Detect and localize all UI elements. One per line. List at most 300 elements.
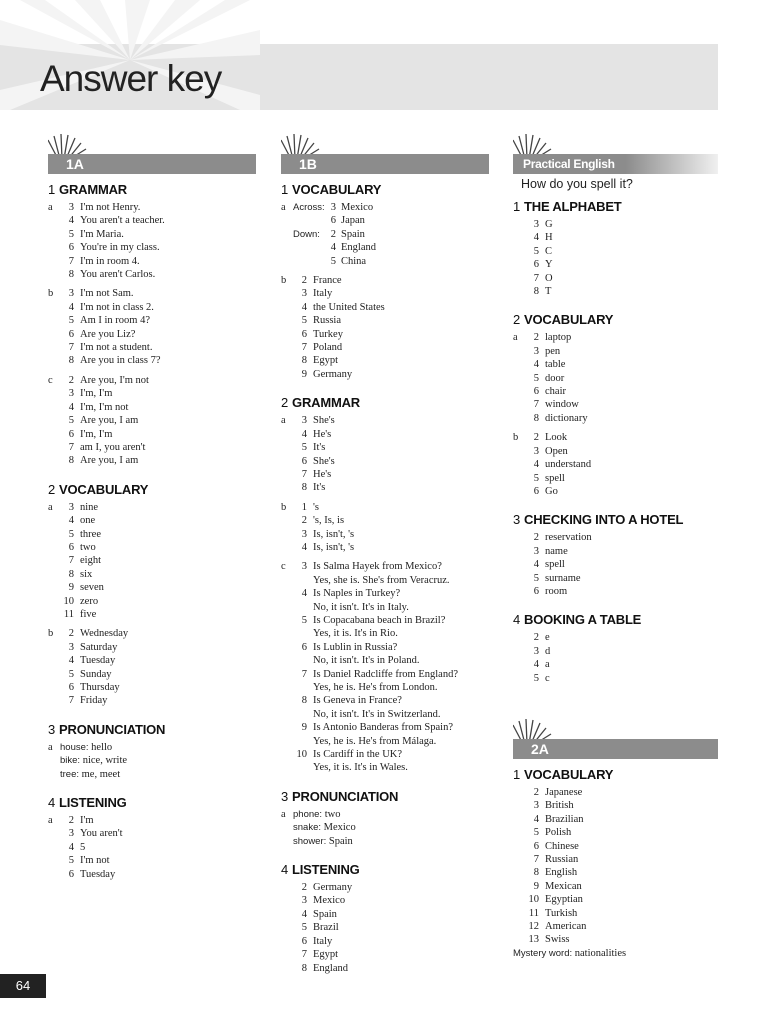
- part-letter: [48, 428, 60, 441]
- answer-text: Yes, she is. She's from Veracruz.: [313, 574, 450, 586]
- part-letter: [281, 481, 293, 494]
- item-number: 6: [68, 682, 74, 693]
- unit-label: 1B: [299, 156, 317, 172]
- item-number: 6: [68, 868, 74, 880]
- list-block: [48, 814, 258, 881]
- part-letter: a: [281, 202, 286, 213]
- part-letter: [513, 245, 525, 258]
- answer-text: Are you, I am: [80, 415, 139, 427]
- item-number: 7: [301, 668, 307, 680]
- part-letter: [281, 761, 293, 774]
- answer-text: Are you, I'm not: [80, 374, 149, 386]
- part-letter: [513, 545, 525, 558]
- item-number: 7: [301, 342, 307, 354]
- part-letter: [513, 231, 525, 244]
- part-letter: b: [281, 275, 287, 287]
- answer-text: You aren't Carlos.: [80, 269, 156, 281]
- item-number: 2: [533, 632, 539, 644]
- part-letter: [48, 401, 60, 414]
- item-number: 5: [68, 668, 74, 680]
- part-letter: [281, 287, 293, 300]
- item-number: 4: [68, 301, 74, 313]
- answer-label: tree:: [60, 768, 80, 780]
- answer-text: I'm, I'm: [80, 388, 113, 400]
- part-letter: [48, 568, 60, 581]
- answer-text: nine: [80, 501, 99, 513]
- answer-text: English: [545, 867, 578, 879]
- part-letter: [513, 272, 525, 285]
- part-letter: a: [48, 501, 53, 513]
- item-number: 2: [533, 532, 539, 544]
- item-number: 3: [301, 561, 307, 573]
- item-number: 2: [533, 432, 539, 444]
- item-number: 10: [528, 894, 539, 906]
- answer-text: I'm, I'm: [80, 428, 113, 440]
- item-number: 7: [301, 468, 307, 480]
- answer-text: Spain: [341, 228, 365, 240]
- unit-header-2a: [513, 719, 723, 759]
- part-letter: [48, 854, 60, 867]
- answer-text: Wednesday: [80, 628, 129, 640]
- section-heading: 1 THE ALPHABET: [513, 199, 622, 214]
- answer-text: Yes, he is. He's from London.: [313, 682, 438, 693]
- item-number: [293, 761, 313, 774]
- answer-text: one: [80, 515, 96, 527]
- list-block: [281, 414, 491, 494]
- part-letter: [281, 574, 293, 587]
- part-letter: [513, 920, 525, 933]
- list-block: [281, 808, 491, 848]
- item-number: 5: [301, 442, 307, 454]
- part-letter: [281, 668, 293, 681]
- answer-text: tree: me, meet: [60, 768, 121, 780]
- part-letter: [281, 368, 293, 381]
- part-letter: [513, 658, 525, 671]
- item-number: 5: [533, 672, 539, 684]
- answer-text: Germany: [313, 368, 353, 380]
- part-letter: [513, 372, 525, 385]
- part-letter: [48, 441, 60, 454]
- part-letter: [48, 694, 60, 707]
- part-letter: [513, 285, 525, 298]
- item-number: 11: [528, 907, 539, 919]
- item-number: 3: [68, 828, 74, 840]
- answer-text: Is Lublin in Russia?: [313, 641, 398, 653]
- item-number: 7: [68, 441, 74, 453]
- answer-text: Japan: [341, 215, 365, 227]
- part-letter: [513, 786, 525, 799]
- item-number: 3: [68, 288, 74, 300]
- part-letter: [48, 608, 60, 621]
- section-heading: 3 PRONUNCIATION: [48, 721, 166, 737]
- part-letter: [513, 826, 525, 839]
- part-letter: [513, 933, 525, 946]
- direction-label: [293, 255, 327, 268]
- part-letter: [48, 868, 60, 881]
- part-letter: [48, 214, 60, 227]
- part-letter: [513, 218, 525, 231]
- answer-text: dictionary: [545, 412, 588, 424]
- item-number: 4: [533, 359, 539, 371]
- part-letter: [281, 962, 293, 975]
- answer-text: I'm Maria.: [80, 228, 124, 240]
- part-letter: [48, 681, 60, 694]
- part-letter: [281, 881, 293, 894]
- part-letter: [281, 314, 293, 327]
- answer-text: 5: [80, 841, 86, 853]
- section-heading: 3 PRONUNCIATION: [281, 788, 399, 804]
- item-number: 13: [528, 934, 539, 946]
- item-number: 5: [301, 614, 307, 626]
- item-number: 7: [301, 949, 307, 961]
- answer-text: understand: [545, 459, 592, 471]
- answer-text: six: [80, 568, 93, 580]
- mystery-word: Mystery word: nationalities: [513, 947, 627, 959]
- part-letter: [281, 641, 293, 654]
- part-letter: b: [48, 288, 54, 300]
- list-block: [281, 881, 491, 975]
- lesson-subtitle: How do you spell it?: [521, 177, 633, 191]
- item-number: 5: [68, 228, 74, 240]
- item-number: 5: [68, 528, 74, 540]
- part-letter: [281, 748, 293, 761]
- part-letter: [281, 601, 293, 614]
- section-heading: 2 VOCABULARY: [513, 312, 614, 328]
- answer-text: Mexico: [341, 202, 374, 213]
- item-number: 5: [68, 415, 74, 427]
- part-letter: [513, 345, 525, 358]
- answer-text: Egypt: [313, 355, 339, 367]
- answer-text: Turkish: [545, 907, 578, 919]
- part-letter: [281, 694, 293, 707]
- item-number: 8: [68, 568, 74, 580]
- item-number: 8: [533, 286, 539, 298]
- part-letter: [281, 835, 293, 848]
- answer-text: door: [545, 372, 565, 384]
- section-heading: 4 LISTENING: [281, 862, 360, 878]
- part-letter: [48, 301, 60, 314]
- answer-text: G: [545, 219, 553, 230]
- part-letter: [281, 935, 293, 948]
- answer-text: You're in my class.: [80, 242, 160, 254]
- answer-text: five: [80, 608, 97, 620]
- answer-text: France: [313, 275, 342, 287]
- section-heading: 1 VOCABULARY: [513, 766, 614, 782]
- direction-label: Across:: [293, 202, 325, 213]
- answer-text: It's: [313, 482, 326, 494]
- item-number: 5: [533, 827, 539, 839]
- item-number: 3: [533, 445, 539, 457]
- part-letter: [48, 754, 60, 767]
- item-number: 6: [301, 328, 307, 340]
- item-number: 3: [68, 641, 74, 653]
- item-number: [293, 574, 313, 587]
- item-number: 6: [301, 455, 307, 467]
- answer-text: I'm not Henry.: [80, 202, 141, 213]
- part-letter: [281, 921, 293, 934]
- answer-text: She's: [313, 415, 335, 427]
- answer-text: You aren't: [80, 828, 123, 840]
- answer-text: Thursday: [80, 682, 120, 693]
- answer-text: I'm in room 4.: [80, 255, 140, 267]
- answer-text: pen: [545, 345, 561, 357]
- item-number: 8: [533, 412, 539, 424]
- item-number: 4: [301, 588, 307, 600]
- item-number: 3: [301, 528, 307, 540]
- item-number: 4: [533, 813, 539, 825]
- part-letter: [281, 255, 293, 268]
- answer-text: house: hello: [60, 741, 113, 753]
- part-letter: [281, 528, 293, 541]
- answer-text: Is, isn't, 's: [313, 528, 355, 540]
- item-number: 6: [533, 386, 539, 398]
- item-number: 5: [533, 372, 539, 384]
- part-letter: [48, 387, 60, 400]
- item-number: 7: [68, 255, 74, 267]
- answer-text: Sunday: [80, 668, 112, 680]
- answer-text: China: [341, 255, 367, 267]
- answer-text: No, it isn't. It's in Poland.: [313, 655, 420, 667]
- item-number: 6: [68, 328, 74, 340]
- part-letter: [48, 314, 60, 327]
- list-block: [281, 274, 491, 381]
- answer-text: Is Copacabana beach in Brazil?: [313, 614, 446, 626]
- part-letter: [513, 572, 525, 585]
- answer-text: Am I in room 4?: [80, 315, 150, 327]
- part-letter: [281, 301, 293, 314]
- answer-text: England: [313, 962, 348, 974]
- part-letter: [48, 641, 60, 654]
- answer-text: seven: [80, 582, 104, 594]
- list-block: [513, 531, 723, 598]
- answer-text: I'm not in class 2.: [80, 301, 154, 313]
- column-1b: [281, 134, 491, 981]
- part-letter: [513, 645, 525, 658]
- item-number: 9: [301, 722, 307, 734]
- answer-text: three: [80, 528, 101, 540]
- item-number: 9: [533, 880, 539, 892]
- answer-label: snake:: [293, 822, 321, 834]
- answer-text: O: [545, 272, 553, 284]
- answer-text: Egyptian: [545, 894, 583, 906]
- item-number: 4: [533, 559, 539, 571]
- answer-text: snake: Mexico: [293, 822, 356, 834]
- item-number: 8: [68, 355, 74, 367]
- part-letter: [513, 880, 525, 893]
- item-number: 8: [533, 867, 539, 879]
- item-number: 3: [533, 800, 539, 812]
- item-number: 5: [301, 922, 307, 934]
- answer-text: American: [545, 921, 587, 933]
- answer-text: spell: [545, 472, 565, 484]
- answer-text: Is, isn't, 's: [313, 541, 355, 553]
- part-letter: a: [48, 202, 53, 213]
- part-letter: [281, 948, 293, 961]
- answer-text: Chinese: [545, 840, 579, 852]
- answer-text: I'm: [80, 815, 94, 827]
- answer-text: Is Salma Hayek from Mexico?: [313, 561, 442, 573]
- item-number: 4: [68, 401, 74, 413]
- item-number: 5: [533, 245, 539, 257]
- item-number: 3: [330, 202, 336, 213]
- page-title: Answer key: [40, 58, 222, 99]
- part-letter: [513, 558, 525, 571]
- unit-label: 2A: [531, 740, 549, 757]
- answer-text: Russian: [545, 854, 579, 865]
- item-number: 4: [68, 515, 74, 527]
- part-letter: [48, 255, 60, 268]
- answer-text: a: [545, 659, 550, 671]
- answer-text: Is Naples in Turkey?: [313, 588, 401, 600]
- part-letter: c: [48, 374, 53, 386]
- part-letter: [513, 385, 525, 398]
- part-letter: [513, 585, 525, 598]
- part-letter: [281, 721, 293, 734]
- item-number: 7: [68, 695, 74, 707]
- answer-text: Italy: [313, 935, 333, 947]
- answer-text: two: [80, 541, 96, 553]
- section-heading: 2 GRAMMAR: [281, 395, 360, 411]
- answer-text: Spain: [313, 908, 337, 920]
- item-number: [293, 601, 313, 614]
- item-number: [293, 654, 313, 667]
- unit-header-1a: [48, 134, 258, 174]
- part-letter: [281, 708, 293, 721]
- item-number: 2: [533, 332, 539, 344]
- item-number: 7: [68, 342, 74, 354]
- answer-text: 's, Is, is: [313, 515, 345, 527]
- item-number: 12: [528, 921, 539, 933]
- list-block: [48, 741, 258, 781]
- item-number: 6: [533, 585, 539, 597]
- part-letter: [48, 228, 60, 241]
- answer-text: c: [545, 672, 550, 684]
- part-letter: [48, 414, 60, 427]
- answer-label: bike:: [60, 755, 81, 767]
- part-letter: [513, 893, 525, 906]
- part-letter: [513, 531, 525, 544]
- answer-text: Are you, I am: [80, 455, 139, 467]
- part-letter: [513, 445, 525, 458]
- part-letter: [281, 455, 293, 468]
- part-letter: a: [48, 815, 53, 827]
- part-letter: [281, 908, 293, 921]
- part-letter: [281, 541, 293, 554]
- part-letter: [281, 354, 293, 367]
- answer-text: You aren't a teacher.: [80, 215, 165, 227]
- item-number: 5: [68, 315, 74, 327]
- answer-label: house:: [60, 741, 89, 753]
- answer-text: spell: [545, 559, 565, 571]
- direction-label: [293, 214, 327, 227]
- part-letter: [48, 768, 60, 781]
- item-number: [293, 735, 313, 748]
- part-letter: [48, 528, 60, 541]
- item-number: 5: [533, 472, 539, 484]
- part-letter: [281, 468, 293, 481]
- part-letter: [48, 654, 60, 667]
- page-number: 64: [0, 974, 46, 998]
- answer-text: England: [341, 242, 376, 254]
- answer-text: It's: [313, 442, 326, 454]
- item-number: 7: [533, 272, 539, 284]
- answer-text: name: [545, 545, 568, 557]
- section-heading: 1 VOCABULARY: [281, 182, 382, 197]
- answer-text: am I, you aren't: [80, 441, 146, 453]
- item-number: 2: [301, 882, 307, 894]
- answer-label: shower:: [293, 835, 327, 847]
- item-number: 3: [68, 388, 74, 400]
- list-block: [281, 501, 491, 555]
- answer-text: Polish: [545, 827, 572, 839]
- item-number: 1: [301, 501, 307, 513]
- answer-text: T: [545, 286, 552, 298]
- item-number: 8: [68, 455, 74, 467]
- part-letter: [513, 799, 525, 812]
- item-number: 4: [68, 841, 74, 853]
- item-number: 3: [68, 202, 74, 213]
- item-number: 2: [330, 228, 336, 240]
- item-number: 5: [533, 572, 539, 584]
- direction-label: [293, 241, 327, 254]
- item-number: 4: [330, 242, 336, 254]
- item-number: 2: [533, 786, 539, 798]
- item-number: [293, 708, 313, 721]
- column-practical-english: [513, 134, 723, 960]
- item-number: 3: [301, 895, 307, 907]
- answer-text: zero: [80, 595, 99, 607]
- part-letter: [281, 441, 293, 454]
- answer-text: bike: nice, write: [60, 755, 128, 767]
- answer-text: eight: [80, 555, 101, 567]
- part-letter: [48, 354, 60, 367]
- answer-label: phone:: [293, 808, 323, 820]
- item-number: 4: [68, 215, 74, 227]
- item-number: 5: [68, 855, 74, 867]
- answer-text: Saturday: [80, 641, 118, 653]
- item-number: 2: [68, 628, 74, 640]
- part-letter: b: [48, 628, 54, 640]
- item-number: 5: [301, 315, 307, 327]
- item-number: 4: [533, 232, 539, 244]
- part-letter: [281, 894, 293, 907]
- item-number: 2: [301, 275, 307, 287]
- section-heading: 1 GRAMMAR: [48, 182, 127, 197]
- answer-text: I'm not a student.: [80, 342, 153, 354]
- answer-text: He's: [313, 468, 332, 480]
- item-number: 7: [68, 555, 74, 567]
- unit-header-1b: [281, 134, 491, 174]
- unit-label: 1A: [66, 156, 84, 172]
- part-letter: [281, 821, 293, 834]
- item-number: 2: [68, 374, 74, 386]
- item-number: 5: [330, 255, 336, 267]
- part-letter: [281, 214, 293, 227]
- answer-text: Turkey: [313, 328, 343, 340]
- answer-text: Is Antonio Banderas from Spain?: [313, 722, 453, 734]
- part-letter: [513, 358, 525, 371]
- answer-text: Friday: [80, 695, 108, 707]
- part-letter: [281, 614, 293, 627]
- answer-text: Yes, it is. It's in Wales.: [313, 762, 408, 774]
- part-letter: [48, 827, 60, 840]
- item-number: 6: [533, 485, 539, 497]
- answer-text: Go: [545, 485, 558, 497]
- answer-text: the United States: [313, 301, 385, 313]
- answer-text: Egypt: [313, 949, 339, 961]
- item-number: 4: [68, 655, 74, 667]
- section-heading: 2 VOCABULARY: [48, 481, 149, 497]
